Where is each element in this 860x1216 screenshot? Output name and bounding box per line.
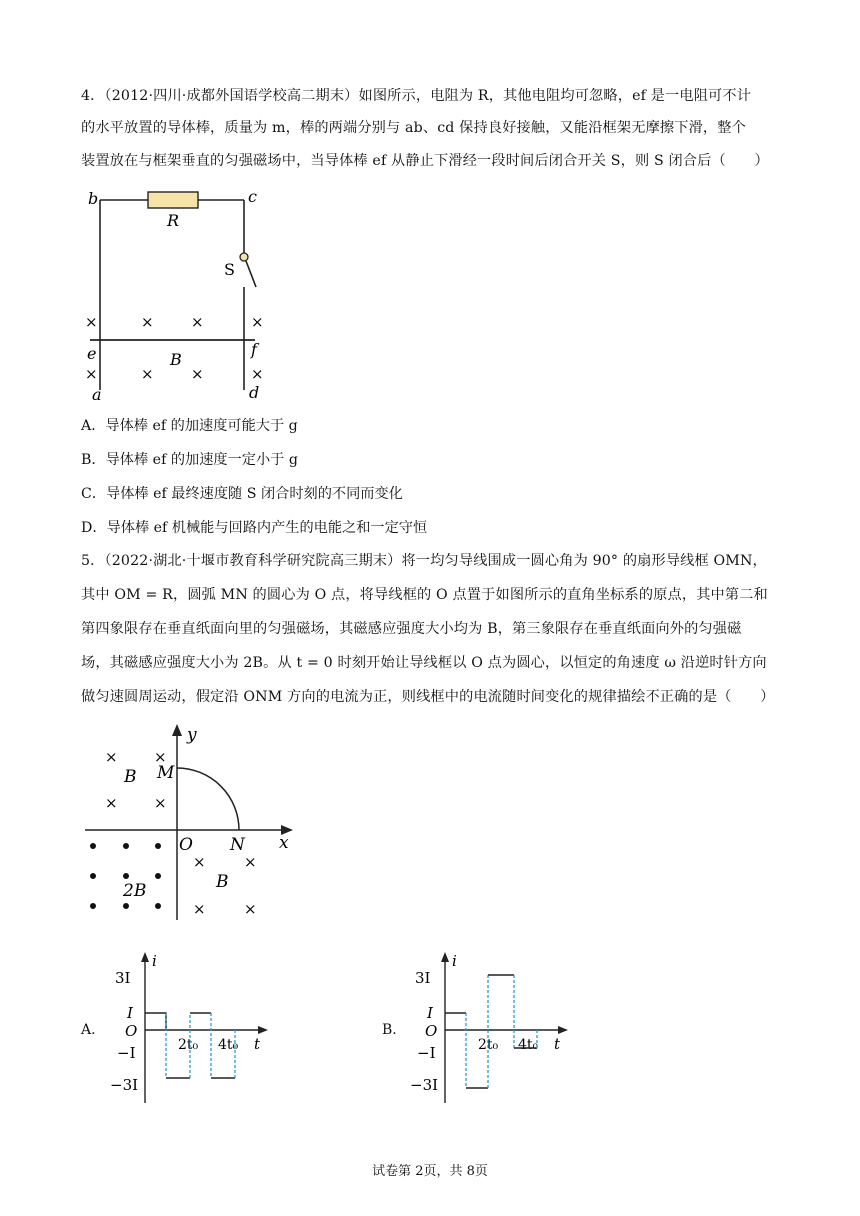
svg-text:×: × — [193, 853, 206, 871]
svg-text:×: × — [105, 748, 118, 766]
resistor-R — [148, 192, 198, 208]
svg-text:×: × — [244, 853, 257, 871]
svg-text:−I: −I — [417, 1044, 436, 1062]
q4-option-a[interactable]: A．导体棒 ef 的加速度可能大于 g — [81, 418, 298, 434]
label-R: R — [167, 211, 180, 230]
q4-option-b[interactable]: B．导体棒 ef 的加速度一定小于 g — [81, 452, 298, 468]
label-f: f — [251, 340, 257, 359]
q4-circuit-figure — [80, 185, 280, 405]
q4-line-1: 4．（2012·四川·成都外国语学校高二期末）如图所示，电阻为 R，其他电阻均可忽略，ef 是一电阻可不计 — [81, 88, 752, 104]
label-a: a — [92, 385, 102, 404]
svg-text:4t₀: 4t₀ — [518, 1037, 539, 1053]
svg-text:×: × — [244, 900, 257, 918]
svg-text:O: O — [425, 1022, 438, 1040]
q5-line-2: 其中 OM = R，圆弧 MN 的圆心为 O 点，将导线框的 O 点置于如图所示的直角坐标系的原点，其中第二和 — [81, 587, 768, 603]
label-d: d — [249, 383, 260, 402]
field-crosses — [85, 313, 264, 383]
svg-text:O: O — [125, 1022, 138, 1040]
svg-text:3I: 3I — [415, 969, 431, 987]
q5-sector-figure — [80, 720, 300, 930]
label-c: c — [248, 187, 257, 206]
svg-text:i: i — [152, 952, 157, 970]
label-S: S — [224, 260, 235, 279]
svg-text:×: × — [191, 365, 204, 383]
label-x: x — [279, 833, 289, 853]
svg-text:I: I — [427, 1004, 433, 1022]
graph-a-option-label[interactable]: A. — [81, 1022, 96, 1038]
label-N: N — [230, 835, 245, 855]
q5-line-3: 第四象限存在垂直纸面向里的匀强磁场，其磁感应强度大小均为 B，第三象限存在垂直纸面向外的匀强磁 — [81, 621, 742, 637]
page-footer: 试卷第 2页，共 8页 — [372, 1164, 488, 1179]
q5-line-5: 做匀速圆周运动，假定沿 ONM 方向的电流为正，则线框中的电流随时间变化的规律描绘不正确的是（ ） — [81, 689, 775, 705]
svg-text:−I: −I — [117, 1044, 136, 1062]
svg-text:×: × — [141, 313, 154, 331]
svg-text:×: × — [251, 365, 264, 383]
q5-line-1: 5．（2022·湖北·十堰市教育科学研究院高三期末）将一均匀导线围成一圆心角为 90° 的扇形导线框 OMN， — [81, 553, 767, 569]
switch-S-pivot — [240, 253, 248, 261]
label-M: M — [157, 763, 175, 783]
graph-b — [410, 948, 580, 1108]
svg-text:i: i — [452, 952, 457, 970]
svg-text:2t₀: 2t₀ — [178, 1037, 199, 1053]
svg-text:×: × — [141, 365, 154, 383]
label-B: B — [170, 350, 182, 369]
q4-line-2: 的水平放置的导体棒，质量为 m，棒的两端分别与 ab、cd 保持良好接触，又能沿框架无摩擦下滑，整个 — [81, 120, 746, 136]
svg-text:×: × — [154, 794, 167, 812]
label-2B-q3: 2B — [123, 881, 147, 901]
q4-line-3: 装置放在与框架垂直的匀强磁场中，当导体棒 ef 从静止下滑经一段时间后闭合开关 S，则 S 闭合后（ ） — [81, 153, 769, 169]
q4-option-c[interactable]: C．导体棒 ef 最终速度随 S 闭合时刻的不同而变化 — [81, 486, 403, 502]
svg-text:×: × — [251, 313, 264, 331]
svg-text:×: × — [191, 313, 204, 331]
svg-text:I: I — [127, 1004, 133, 1022]
graph-b-option-label[interactable]: B. — [382, 1022, 397, 1038]
q4-option-d[interactable]: D．导体棒 ef 机械能与回路内产生的电能之和一定守恒 — [81, 520, 428, 536]
svg-text:×: × — [193, 900, 206, 918]
svg-text:−3I: −3I — [410, 1076, 439, 1094]
label-e: e — [87, 344, 97, 363]
svg-text:4t₀: 4t₀ — [218, 1037, 239, 1053]
svg-text:×: × — [85, 313, 98, 331]
svg-text:2t₀: 2t₀ — [478, 1037, 499, 1053]
svg-text:3I: 3I — [115, 969, 131, 987]
svg-text:×: × — [85, 365, 98, 383]
label-B-q2: B — [124, 767, 137, 787]
label-O: O — [179, 835, 193, 855]
svg-text:×: × — [105, 794, 118, 812]
sector-arc-MN — [177, 768, 239, 830]
q5-line-4: 场，其磁感应强度大小为 2B。从 t = 0 时刻开始让导线框以 O 点为圆心，以恒定的角速度 ω 沿逆时针方向 — [81, 655, 767, 671]
label-y: y — [187, 725, 197, 745]
label-b: b — [88, 189, 99, 208]
label-B-q4: B — [216, 872, 229, 892]
svg-text:−3I: −3I — [110, 1076, 139, 1094]
switch-S-blade — [246, 261, 256, 287]
svg-text:t: t — [254, 1035, 261, 1053]
graph-a — [110, 948, 280, 1108]
svg-text:×: × — [154, 748, 167, 766]
svg-text:t: t — [554, 1035, 561, 1053]
